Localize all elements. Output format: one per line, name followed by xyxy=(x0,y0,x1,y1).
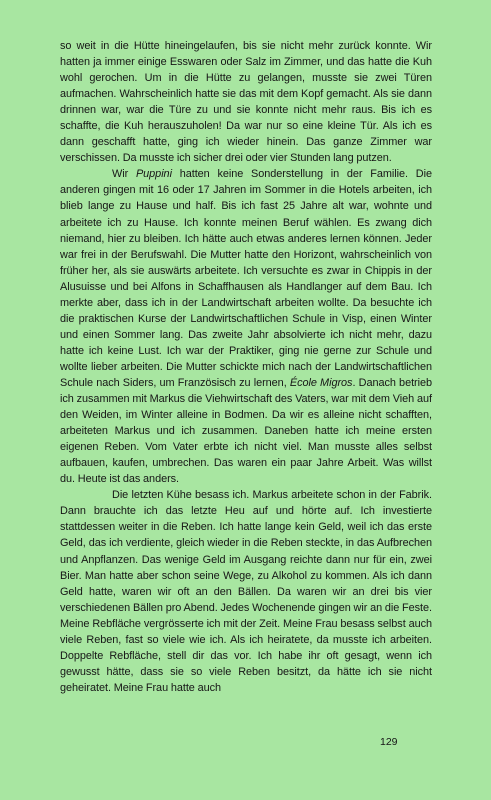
paragraph-3 xyxy=(60,487,432,696)
paragraph-1-text: so weit in die Hütte hineingelaufen, bis sie nicht mehr zurück konnte. Wir hatten ja immer einige Esswaren oder Salz im Zimmer, und das hatte die Kuh wohl gerochen. Um in die Hütte zu gelangen, musste sie zwei Türen aufmachen. Wahrscheinlich hatte sie das mit dem Kopf gemacht. Als sie dann drinnen war, war die Türe zu und sie konnte nicht mehr raus. Bis ich es schaffte, die Kuh herauszuholen! Da war nur so eine kleine Tür. Als ich es dann geschafft hatte, ging ich wieder hinein. Das ganze Zimmer war verschissen. Da musste ich sicher drei oder vier Stunden lang putzen. xyxy=(60,40,432,165)
paragraph-2-text-middle: hatten keine Sonderstellung in der Familie. Die anderen gingen mit 16 oder 17 Jahren im Sommer in die Hotels arbeiten, ich blieb lange zu Hause und half. Bis ich fast 25 Jahre alt war, wohnte und arbeitete ich zu Hause. Ich konnte meinen Beruf wählen. Es zwang dich niemand, hier zu bleiben. Ich hätte auch etwas anderes lernen können. Jeder war frei in der Berufswahl. Die Mutter hatte den Horizont, wahrscheinlich von früher her, als sie auswärts arbeitete. Ich versuchte es zwar in Chippis in der Alusuisse und bei Alfons in Schaffhausen als Handlanger auf dem Bau. Ich merkte aber, dass ich in der Landwirtschaft arbeiten wollte. Da besuchte ich die praktischen Kurse der Landwirtschaftlichen Schule in Visp, einen Winter und einen Sommer lang. Das zweite Jahr absolvierte ich nicht mehr, dazu hatte ich keine Lust. Ich war der Praktiker, ging nie gerne zur Schule und wollte lieber arbeiten. Die Mutter schickte mich nach der Landwirtschaftlichen Schule nach Siders, um Französisch zu lernen, xyxy=(60,168,432,389)
page-number: 129 xyxy=(380,736,398,748)
paragraph-2-italic-ecole-migros: École Migros xyxy=(289,376,353,389)
page-body xyxy=(60,38,432,696)
paragraph-3-text: Die letzten Kühe besass ich. Markus arbeitete schon in der Fabrik. Dann brauchte ich das letzte Heu auf und hörte auf. Ich investierte stattdessen weiter in die Reben. Ich hatte lange kein Geld, weil ich das erste Geld, das ich verdiente, gleich wieder in die Reben steckte, in das Aufbrechen und Anpflanzen. Das wenige Geld im Ausgang reichte dann nur für ein, zwei Bier. Man hatte aber schon seine Wege, zu Alkohol zu kommen. Als ich dann Geld hatte, waren wir oft an den Bällen. Da waren wir an drei bis vier verschiedenen Bällen pro Abend. Jedes Wochenende gingen wir an die Feste. Meine Rebfläche vergrösserte ich mit der Zeit. Meine Frau besass selbst auch viele Reben, fast so viele wie ich. Als ich heiratete, da musste ich arbeiten. Doppelte Rebfläche, stell dir das vor. Ich habe ihr oft gesagt, wenn ich gewusst hätte, dass sie so viele Reben besitzt, da hätte ich sie nicht geheiratet. Meine Frau hatte auch xyxy=(60,489,432,694)
paragraph-2-text-start: Wir xyxy=(112,168,136,181)
paragraph-2 xyxy=(60,166,432,487)
paragraph-1 xyxy=(60,38,432,166)
paragraph-2-text-end: . Danach betrieb ich zusammen mit Markus die Viehwirtschaft des Vaters, war mit dem Vieh auf den Weiden, im Winter alleine in Bodmen. Da wir es alleine nicht schafften, arbeiteten Markus und ich zusammen. Daneben hatte ich meine ersten eigenen Reben. Vom Vater erbte ich nicht viel. Man musste alles selbst aufbauen, kaufen, umbrechen. Das waren ein paar Jahre Arbeit. Was willst du. Heute ist das anders. xyxy=(60,376,433,486)
paragraph-2-italic-puppini: Puppini xyxy=(135,168,172,181)
